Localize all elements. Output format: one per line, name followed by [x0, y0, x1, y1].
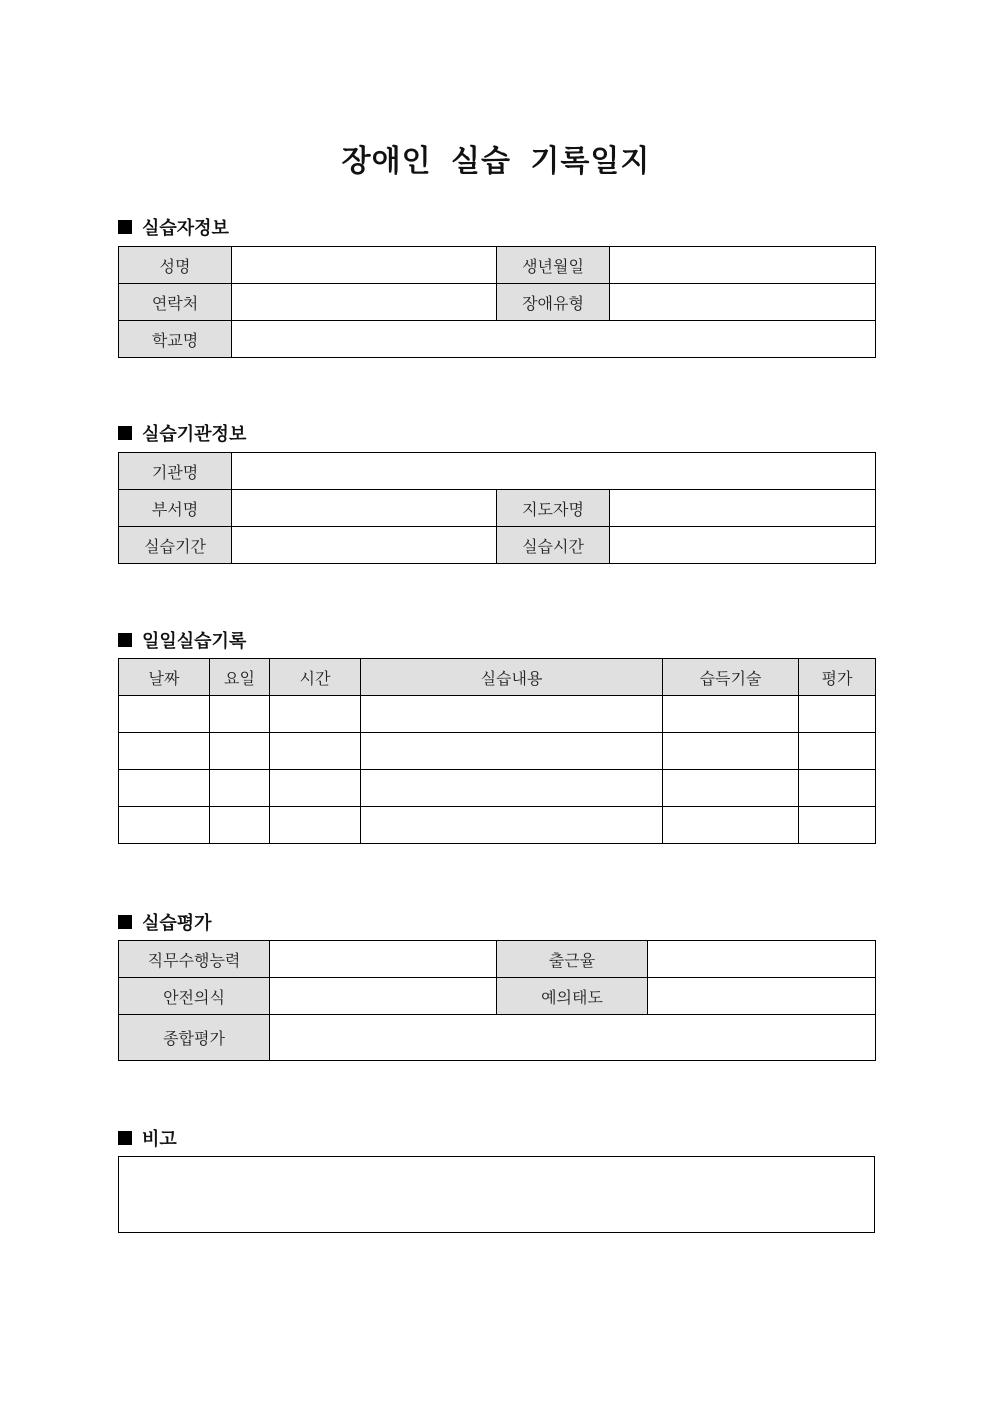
- period-field[interactable]: [232, 527, 497, 564]
- job-ability-label: 직무수행능력: [119, 941, 270, 978]
- supervisor-field[interactable]: [610, 490, 876, 527]
- column-header-content: 실습내용: [361, 659, 663, 696]
- date-cell[interactable]: [119, 807, 210, 844]
- hours-field[interactable]: [610, 527, 876, 564]
- skills-cell[interactable]: [663, 733, 799, 770]
- period-label: 실습기간: [119, 527, 232, 564]
- table-row: [119, 733, 876, 770]
- disability-type-field[interactable]: [610, 284, 876, 321]
- disability-type-label: 장애유형: [497, 284, 610, 321]
- page-title: 장애인 실습 기록일지: [341, 144, 651, 179]
- column-header-time: 시간: [270, 659, 361, 696]
- section-title: 실습자정보: [142, 218, 229, 239]
- table-row: [119, 247, 876, 284]
- column-header-skills: 습득기술: [663, 659, 799, 696]
- section-header-daily-log: [118, 627, 246, 653]
- date-cell[interactable]: [119, 770, 210, 807]
- square-bullet-icon: [118, 220, 132, 234]
- department-field[interactable]: [232, 490, 497, 527]
- time-cell[interactable]: [270, 807, 361, 844]
- skills-cell[interactable]: [663, 696, 799, 733]
- remarks-field[interactable]: [118, 1156, 875, 1233]
- square-bullet-icon: [118, 1131, 132, 1145]
- table-row: [119, 770, 876, 807]
- safety-field[interactable]: [270, 978, 497, 1015]
- square-bullet-icon: [118, 633, 132, 647]
- table-row: [119, 527, 876, 564]
- skills-cell[interactable]: [663, 807, 799, 844]
- evaluation-cell[interactable]: [799, 733, 876, 770]
- time-cell[interactable]: [270, 733, 361, 770]
- content-cell[interactable]: [361, 696, 663, 733]
- section-header-institution-info: [118, 420, 246, 446]
- section-title: 비고: [142, 1129, 177, 1150]
- table-row: [119, 978, 876, 1015]
- table-row: [119, 284, 876, 321]
- content-cell[interactable]: [361, 770, 663, 807]
- section-title: 실습기관정보: [142, 424, 247, 445]
- section-header-remarks: [118, 1125, 177, 1151]
- attendance-field[interactable]: [648, 941, 876, 978]
- weekday-cell[interactable]: [210, 696, 270, 733]
- supervisor-label: 지도자명: [497, 490, 610, 527]
- contact-field[interactable]: [232, 284, 497, 321]
- time-cell[interactable]: [270, 770, 361, 807]
- table-row: [119, 1015, 876, 1061]
- weekday-cell[interactable]: [210, 733, 270, 770]
- institution-field[interactable]: [232, 453, 876, 490]
- trainee-info-table: [118, 246, 876, 358]
- evaluation-cell[interactable]: [799, 807, 876, 844]
- school-label: 학교명: [119, 321, 232, 358]
- birthdate-label: 생년월일: [497, 247, 610, 284]
- attendance-label: 출근율: [497, 941, 648, 978]
- institution-label: 기관명: [119, 453, 232, 490]
- institution-info-table: [118, 452, 876, 564]
- table-header-row: [119, 659, 876, 696]
- name-label: 성명: [119, 247, 232, 284]
- evaluation-cell[interactable]: [799, 696, 876, 733]
- manners-field[interactable]: [648, 978, 876, 1015]
- column-header-date: 날짜: [119, 659, 210, 696]
- evaluation-table: [118, 940, 876, 1061]
- department-label: 부서명: [119, 490, 232, 527]
- weekday-cell[interactable]: [210, 770, 270, 807]
- daily-log-table: [118, 658, 876, 844]
- content-cell[interactable]: [361, 733, 663, 770]
- weekday-cell[interactable]: [210, 807, 270, 844]
- table-row: [119, 696, 876, 733]
- date-cell[interactable]: [119, 733, 210, 770]
- table-row: [119, 453, 876, 490]
- birthdate-field[interactable]: [610, 247, 876, 284]
- section-header-evaluation: [118, 909, 212, 935]
- table-row: [119, 807, 876, 844]
- table-row: [119, 490, 876, 527]
- job-ability-field[interactable]: [270, 941, 497, 978]
- table-row: [119, 941, 876, 978]
- column-header-evaluation: 평가: [799, 659, 876, 696]
- hours-label: 실습시간: [497, 527, 610, 564]
- skills-cell[interactable]: [663, 770, 799, 807]
- section-title: 실습평가: [142, 913, 212, 934]
- contact-label: 연락처: [119, 284, 232, 321]
- name-field[interactable]: [232, 247, 497, 284]
- table-row: [119, 321, 876, 358]
- square-bullet-icon: [118, 426, 132, 440]
- column-header-weekday: 요일: [210, 659, 270, 696]
- overall-field[interactable]: [270, 1015, 876, 1061]
- square-bullet-icon: [118, 915, 132, 929]
- evaluation-cell[interactable]: [799, 770, 876, 807]
- content-cell[interactable]: [361, 807, 663, 844]
- school-field[interactable]: [232, 321, 876, 358]
- time-cell[interactable]: [270, 696, 361, 733]
- manners-label: 예의태도: [497, 978, 648, 1015]
- section-header-trainee-info: [118, 214, 229, 240]
- safety-label: 안전의식: [119, 978, 270, 1015]
- overall-label: 종합평가: [119, 1015, 270, 1061]
- date-cell[interactable]: [119, 696, 210, 733]
- section-title: 일일실습기록: [142, 631, 247, 652]
